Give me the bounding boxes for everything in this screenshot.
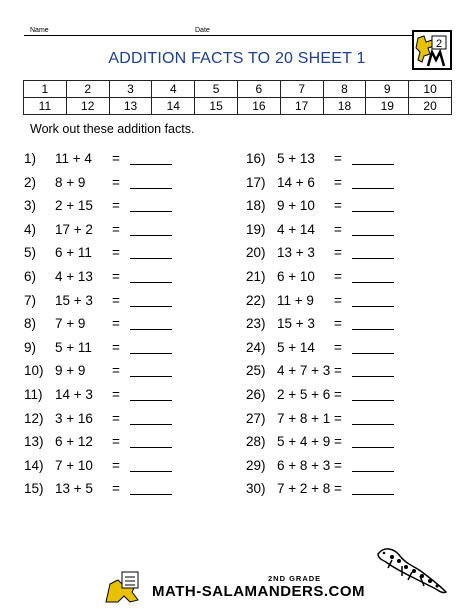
question-row	[246, 384, 446, 406]
answer-blank[interactable]	[130, 424, 172, 425]
equals-sign: =	[112, 151, 120, 166]
equals-sign: =	[112, 434, 120, 450]
answer-blank[interactable]	[130, 211, 172, 212]
question-row	[24, 455, 224, 477]
equals-sign: =	[112, 292, 120, 308]
page-title: ADDITION FACTS TO 20 SHEET 1	[108, 50, 366, 67]
number-cell: 3	[109, 81, 152, 98]
question-number: 25)	[246, 363, 266, 379]
answer-blank[interactable]	[352, 306, 394, 307]
question-row	[24, 172, 224, 194]
answer-blank[interactable]	[130, 329, 172, 330]
question-number: 17)	[246, 174, 266, 190]
question-number: 14)	[24, 457, 44, 473]
question-number: 10)	[24, 363, 44, 379]
number-table	[23, 80, 452, 115]
equals-sign: =	[334, 363, 342, 379]
question-number: 22)	[246, 292, 266, 308]
question-row	[246, 478, 446, 500]
footer-site: MATH-SALAMANDERS.COM	[152, 583, 366, 600]
answer-blank[interactable]	[130, 400, 172, 401]
question-number: 24)	[246, 339, 266, 355]
answer-blank[interactable]	[352, 376, 394, 377]
question-row	[246, 337, 446, 359]
question-row	[24, 148, 224, 170]
question-number: 12)	[24, 410, 44, 426]
question-row	[24, 195, 224, 217]
question-number: 19)	[246, 221, 266, 237]
question-row	[246, 172, 446, 194]
answer-blank[interactable]	[352, 353, 394, 354]
equals-sign: =	[112, 245, 120, 261]
name-label: Name	[30, 27, 49, 34]
question-row	[24, 408, 224, 430]
question-row	[246, 219, 446, 241]
answer-blank[interactable]	[352, 258, 394, 259]
question-expression: 6 + 12	[55, 434, 93, 450]
number-cell: 12	[66, 98, 109, 115]
number-cell: 17	[280, 98, 323, 115]
question-number: 26)	[246, 387, 266, 402]
question-expression: 13 + 5	[55, 481, 93, 497]
question-expression: 17 + 2	[55, 221, 93, 237]
number-cell: 20	[409, 98, 452, 115]
answer-blank[interactable]	[130, 235, 172, 236]
answer-blank[interactable]	[352, 282, 394, 283]
answer-blank[interactable]	[352, 447, 394, 448]
question-number: 27)	[246, 410, 266, 426]
question-expression: 2 + 5 + 6	[277, 387, 331, 402]
answer-blank[interactable]	[130, 447, 172, 448]
answer-blank[interactable]	[352, 211, 394, 212]
question-expression: 6 + 10	[277, 269, 315, 284]
number-cell: 8	[323, 81, 366, 98]
question-expression: 7 + 10	[55, 457, 93, 473]
question-expression: 7 + 2 + 8	[277, 481, 331, 497]
question-expression: 7 + 9	[55, 316, 86, 332]
answer-blank[interactable]	[352, 235, 394, 236]
answer-blank[interactable]	[130, 258, 172, 259]
number-table-row-1	[24, 81, 452, 98]
question-number: 9)	[24, 339, 37, 355]
question-expression: 15 + 3	[277, 316, 315, 332]
question-expression: 4 + 7 + 3	[277, 363, 331, 379]
answer-blank[interactable]	[130, 494, 172, 495]
question-expression: 13 + 3	[277, 245, 315, 261]
equals-sign: =	[112, 316, 120, 332]
equals-sign: =	[334, 481, 342, 497]
logo-grade-text: 2	[435, 38, 443, 50]
number-table-row-2	[24, 98, 452, 115]
question-expression: 14 + 6	[277, 174, 315, 190]
question-row	[246, 148, 446, 170]
question-number: 18)	[246, 198, 266, 214]
question-number: 1)	[24, 151, 37, 166]
salamander-logo-icon	[412, 30, 452, 70]
question-row	[24, 313, 224, 335]
answer-blank[interactable]	[352, 164, 394, 165]
question-number: 6)	[24, 269, 37, 284]
question-number: 20)	[246, 245, 266, 261]
question-expression: 9 + 10	[277, 198, 315, 214]
equals-sign: =	[334, 245, 342, 261]
equals-sign: =	[112, 363, 120, 379]
equals-sign: =	[334, 198, 342, 214]
equals-sign: =	[112, 387, 120, 402]
question-number: 8)	[24, 316, 37, 332]
answer-blank[interactable]	[352, 329, 394, 330]
question-number: 5)	[24, 245, 37, 261]
equals-sign: =	[334, 434, 342, 450]
equals-sign: =	[112, 457, 120, 473]
number-cell: 7	[280, 81, 323, 98]
question-expression: 3 + 16	[55, 410, 93, 426]
question-number: 3)	[24, 198, 37, 214]
question-number: 28)	[246, 434, 266, 450]
question-row	[24, 266, 224, 288]
equals-sign: =	[112, 221, 120, 237]
question-expression: 6 + 11	[55, 245, 92, 261]
question-row	[246, 313, 446, 335]
equals-sign: =	[334, 387, 342, 402]
answer-blank[interactable]	[352, 424, 394, 425]
question-number: 23)	[246, 316, 266, 332]
question-row	[246, 408, 446, 430]
question-row	[24, 360, 224, 382]
question-row	[246, 242, 446, 264]
equals-sign: =	[334, 339, 342, 355]
number-cell: 11	[24, 98, 67, 115]
salamander-icon	[372, 540, 452, 600]
answer-blank[interactable]	[130, 376, 172, 377]
answer-blank[interactable]	[130, 353, 172, 354]
question-expression: 4 + 13	[55, 269, 93, 284]
question-expression: 6 + 8 + 3	[277, 457, 331, 473]
number-cell: 10	[409, 81, 452, 98]
question-expression: 14 + 3	[55, 387, 93, 402]
name-date-line	[24, 35, 412, 36]
question-expression: 7 + 8 + 1	[277, 410, 331, 426]
question-expression: 5 + 11	[55, 339, 92, 355]
equals-sign: =	[112, 410, 120, 426]
instructions: Work out these addition facts.	[30, 122, 195, 136]
number-cell: 5	[195, 81, 238, 98]
question-number: 21)	[246, 269, 266, 284]
question-number: 15)	[24, 481, 44, 497]
number-cell: 14	[152, 98, 195, 115]
answer-blank[interactable]	[352, 188, 394, 189]
answer-blank[interactable]	[130, 471, 172, 472]
number-cell: 15	[195, 98, 238, 115]
answer-blank[interactable]	[130, 188, 172, 189]
equals-sign: =	[334, 174, 342, 190]
equals-sign: =	[334, 457, 342, 473]
question-expression: 9 + 9	[55, 363, 86, 379]
question-expression: 15 + 3	[55, 292, 93, 308]
answer-blank[interactable]	[352, 471, 394, 472]
question-row	[24, 431, 224, 453]
question-number: 16)	[246, 151, 266, 166]
number-cell: 16	[237, 98, 280, 115]
question-number: 2)	[24, 174, 37, 190]
question-row	[24, 242, 224, 264]
equals-sign: =	[334, 269, 342, 284]
question-row	[246, 360, 446, 382]
equals-sign: =	[112, 339, 120, 355]
equals-sign: =	[334, 410, 342, 426]
question-row	[24, 337, 224, 359]
question-row	[246, 290, 446, 312]
question-row	[246, 431, 446, 453]
equals-sign: =	[112, 174, 120, 190]
answer-blank[interactable]	[130, 164, 172, 165]
question-expression: 11 + 4	[55, 151, 92, 166]
question-expression: 4 + 14	[277, 221, 315, 237]
number-cell: 1	[24, 81, 67, 98]
equals-sign: =	[112, 198, 120, 214]
question-row	[24, 384, 224, 406]
number-cell: 18	[323, 98, 366, 115]
question-expression: 2 + 15	[55, 198, 93, 214]
question-row	[24, 290, 224, 312]
answer-blank[interactable]	[130, 306, 172, 307]
number-cell: 6	[237, 81, 280, 98]
question-number: 11)	[24, 387, 43, 402]
question-number: 7)	[24, 292, 37, 308]
question-number: 30)	[246, 481, 266, 497]
question-expression: 8 + 9	[55, 174, 86, 190]
equals-sign: =	[334, 316, 342, 332]
number-cell: 4	[152, 81, 195, 98]
equals-sign: =	[334, 292, 342, 308]
equals-sign: =	[112, 269, 120, 284]
date-label: Date	[195, 27, 210, 34]
equals-sign: =	[112, 481, 120, 497]
equals-sign: =	[334, 221, 342, 237]
question-row	[246, 455, 446, 477]
question-expression: 11 + 9	[277, 292, 314, 308]
question-number: 4)	[24, 221, 37, 237]
question-row	[24, 219, 224, 241]
number-cell: 2	[66, 81, 109, 98]
footer-grade: 2ND GRADE	[268, 574, 322, 583]
number-cell: 9	[366, 81, 409, 98]
question-row	[246, 266, 446, 288]
question-expression: 5 + 4 + 9	[277, 434, 331, 450]
question-expression: 5 + 14	[277, 339, 315, 355]
equals-sign: =	[334, 151, 342, 166]
answer-blank[interactable]	[130, 282, 172, 283]
number-cell: 13	[109, 98, 152, 115]
question-number: 13)	[24, 434, 44, 450]
question-number: 29)	[246, 457, 266, 473]
answer-blank[interactable]	[352, 400, 394, 401]
question-row	[24, 478, 224, 500]
question-row	[246, 195, 446, 217]
question-expression: 5 + 13	[277, 151, 315, 166]
number-cell: 19	[366, 98, 409, 115]
answer-blank[interactable]	[352, 494, 394, 495]
